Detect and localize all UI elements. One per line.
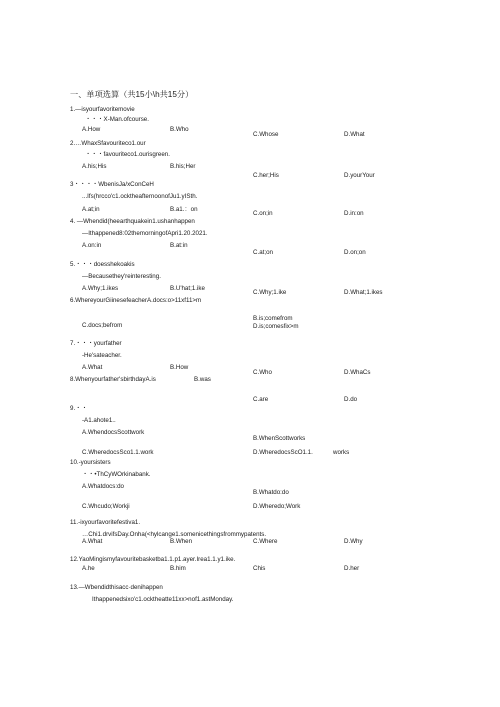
question-1-stem: 1.—isyourfavoritemovie bbox=[70, 106, 135, 113]
question-4-option-a: A.on:in bbox=[82, 242, 102, 249]
question-2-answer-line: ・・・favouriteco1.ourisgreen. bbox=[85, 151, 170, 158]
question-9-answer-line: -A1.ahote1.. bbox=[82, 417, 116, 424]
question-9-option-a: A.WhendocsScottwork bbox=[82, 429, 145, 436]
question-9-option-b: B.WhenScottworks bbox=[253, 435, 306, 442]
question-6-option-b: B.is;comefrom bbox=[253, 315, 293, 322]
question-1-option-d: D.What bbox=[344, 131, 365, 138]
question-6-option-c: C.docs;befrom bbox=[82, 322, 123, 329]
question-9-option-d-continued: works bbox=[333, 449, 350, 456]
question-8-option-b: B.was bbox=[194, 376, 211, 383]
question-2-stem: 2.…WhaxSfavouriteco1.our bbox=[70, 140, 146, 147]
question-13-answer-line: Ithappenedsixo'c1.ocktheatte11xx>nof1.astMonday. bbox=[92, 596, 234, 603]
question-3-option-c: C.on;in bbox=[253, 210, 273, 217]
question-3-option-a: A.at;in bbox=[82, 206, 100, 213]
question-11-stem: 11.-ixyourfavoritefestiva1. bbox=[70, 519, 141, 526]
question-3-option-d: D.in:on bbox=[344, 210, 364, 217]
question-4-option-b: B.at:in bbox=[170, 242, 188, 249]
question-7-option-c: C.Who bbox=[253, 369, 272, 376]
question-10-option-b: B.Whatdo:do bbox=[253, 489, 289, 496]
question-1-option-c: C.Whose bbox=[253, 131, 279, 138]
question-2-option-c: C.her;His bbox=[253, 172, 279, 179]
question-2-option-d: D.yourYour bbox=[344, 172, 375, 179]
question-9-stem: 9.・・ bbox=[70, 405, 88, 412]
question-5-option-c: C.Why;1.ike bbox=[253, 289, 287, 296]
question-12-option-d: D.her bbox=[344, 565, 360, 572]
question-5-option-a: A.Why;1.ikes bbox=[82, 285, 119, 292]
question-2-option-b: B.his;Her bbox=[170, 163, 196, 170]
question-11-option-a: A.What bbox=[82, 538, 103, 545]
question-6-option-d: D.is;comesfix>m bbox=[253, 323, 299, 330]
section-heading: 一、单项选算（共15小\h共15分） bbox=[70, 90, 194, 99]
question-10-option-a: A.Whatdocs:do bbox=[82, 483, 124, 490]
question-1-option-a: A.How bbox=[82, 126, 101, 133]
question-3-answer-line: ...Ifs(hrcco'c1.ocktheafternoonofJu1.yISth. bbox=[82, 193, 198, 200]
question-7-option-d: D.WhaCs bbox=[344, 369, 371, 376]
question-12-option-c: Chis bbox=[253, 565, 266, 572]
question-13-stem: 13.—Wbendidthisacc·denihappen bbox=[70, 584, 163, 591]
question-1-option-b: B.Who bbox=[170, 126, 189, 133]
question-10-stem: 10.-yoursisters bbox=[70, 459, 111, 466]
question-5-option-d: D.What;1.ikes bbox=[344, 289, 383, 296]
question-10-answer-line: ・・•ThCyWOrkinabank. bbox=[82, 471, 151, 478]
question-9-option-d: D.WheredocsScO1.1. bbox=[253, 449, 313, 456]
question-5-stem: 5.・・・doesshekoakis bbox=[70, 261, 135, 268]
question-8-stem: 8.Whenyourfather'sbirthdayA.is bbox=[70, 376, 156, 383]
question-9-option-c: C.WheredocsSco1.1.work bbox=[82, 449, 154, 456]
question-4-option-d: D.on;on bbox=[344, 249, 366, 256]
question-10-option-d: D.Wheredo;Work bbox=[253, 503, 301, 510]
question-7-stem: 7.・・・yourfather bbox=[70, 340, 122, 347]
question-11-option-d: D.Why bbox=[344, 538, 363, 545]
question-11-option-b: B.When bbox=[170, 538, 193, 545]
question-3-stem: 3・・・・WbenisJa/xConCeH bbox=[70, 181, 154, 188]
question-8-option-c: C.are bbox=[253, 396, 269, 403]
question-12-option-b: B.him bbox=[170, 565, 186, 572]
question-6-stem: 6.WhereyourGiinesefeacherA.docs:o>11xf11>m bbox=[70, 297, 202, 304]
question-4-stem: 4. —Whendid(heearthquakein1.ushanhappen bbox=[70, 218, 195, 225]
question-12-stem: 12.YaoMingismyfavouritebasketba1.1.p1.ayer.Irea1.1.y1.ike. bbox=[70, 556, 236, 563]
question-5-answer-line: —Becausethey'reinteresting. bbox=[82, 273, 161, 280]
question-4-answer-line: —Ithappened8:02themorningofApri1.20.2021. bbox=[82, 230, 208, 237]
question-7-answer-line: -He'sateacher. bbox=[82, 352, 122, 359]
question-11-option-c: C.Where bbox=[253, 538, 278, 545]
question-7-option-b: B.How bbox=[170, 364, 189, 371]
question-1-answer-line: ・・・X-Man.ofcourse. bbox=[85, 116, 149, 123]
question-10-option-c: C.Whcudo;Workji bbox=[82, 503, 130, 510]
question-3-option-b: B.a1.：on bbox=[170, 206, 198, 213]
question-5-option-b: B.U'hat;1.ike bbox=[170, 285, 205, 292]
question-8-option-d: D.do bbox=[344, 396, 358, 403]
question-7-option-a: A.What bbox=[82, 364, 103, 371]
question-2-option-a: A.his;His bbox=[82, 163, 107, 170]
question-11-answer-line: …Chi1.drvifsDay.Onha(<hylcange1.somenicethingsfrommypatents. bbox=[82, 531, 267, 538]
question-12-option-a: A.he bbox=[82, 565, 95, 572]
question-4-option-c: C.at;on bbox=[253, 249, 273, 256]
